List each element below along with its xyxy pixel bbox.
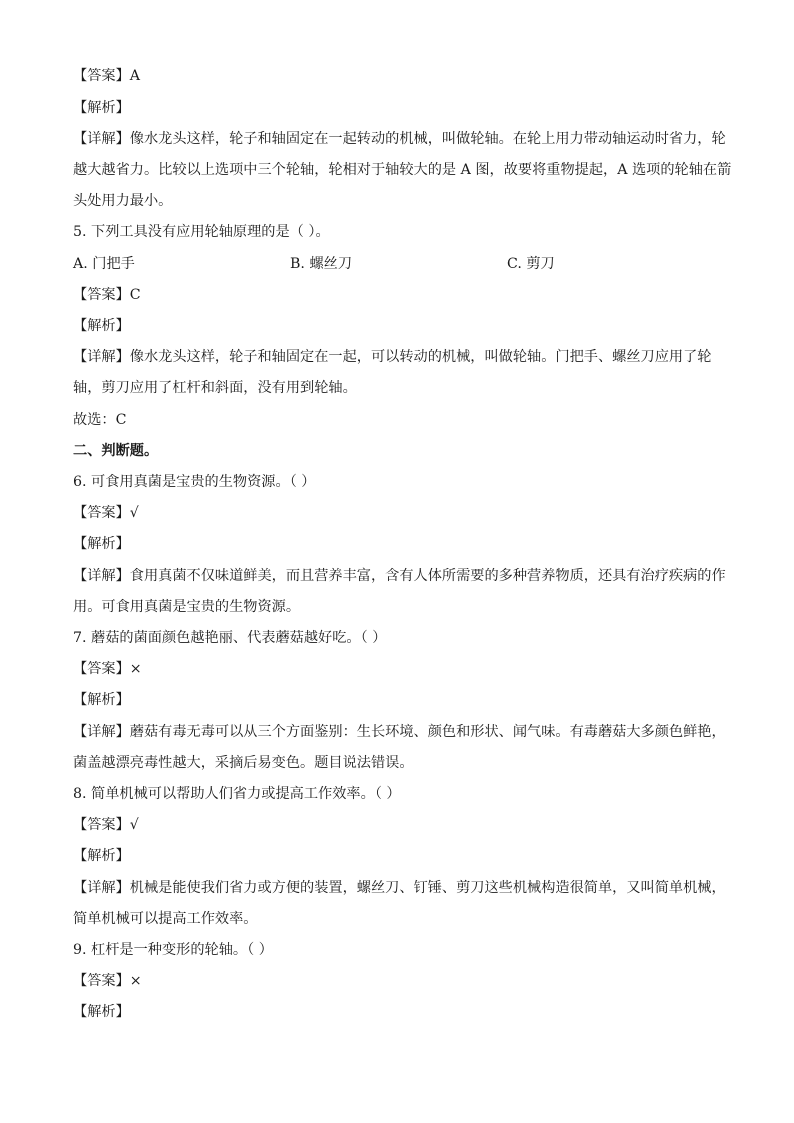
answer-value: A bbox=[129, 68, 141, 84]
q5-detail-line-2: 轴，剪刀应用了杠杆和斜面，没有用到轮轴。 bbox=[73, 380, 357, 396]
answer-value: × bbox=[129, 661, 142, 677]
q5-option-b: B. 螺丝刀 bbox=[290, 256, 353, 272]
detail-label: 【详解】 bbox=[73, 349, 130, 365]
detail-label: 【详解】 bbox=[73, 880, 130, 896]
q5-choice: 故选：C bbox=[73, 412, 127, 428]
detail-text: 食用真菌不仅味道鲜美，而且营养丰富，含有人体所需要的多种营养物质，还具有治疗疾病的作 bbox=[129, 568, 726, 584]
q7-question: 7. 蘑菇的菌面颜色越艳丽、代表蘑菇越好吃。（ ） bbox=[73, 630, 387, 646]
q6-analysis-label: 【解析】 bbox=[73, 536, 130, 552]
q6-answer bbox=[73, 503, 139, 523]
answer-label: 【答案】 bbox=[73, 68, 130, 84]
detail-text: 蘑菇有毒无毒可以从三个方面鉴别：生长环境、颜色和形状、闻气味。有毒蘑菇大多颜色鲜艳， bbox=[129, 724, 726, 740]
q8-detail-line-2: 简单机械可以提高工作效率。 bbox=[73, 911, 258, 927]
detail-text: 机械是能使我们省力或方便的装置，螺丝刀、钉锤、剪刀这些机械构造很简单，又叫简单机械， bbox=[129, 880, 726, 896]
section-title: 二、判断题。 bbox=[73, 443, 159, 459]
q5-analysis-label: 【解析】 bbox=[73, 318, 130, 334]
answer-value: √ bbox=[129, 505, 139, 521]
q8-question: 8. 简单机械可以帮助人们省力或提高工作效率。（ ） bbox=[73, 786, 401, 802]
q5-question: 5. 下列工具没有应用轮轴原理的是（ ）。 bbox=[73, 224, 330, 240]
q4-detail-line-1 bbox=[73, 129, 726, 149]
q7-analysis-label: 【解析】 bbox=[73, 692, 130, 708]
q9-answer bbox=[73, 971, 142, 991]
q9-question: 9. 杠杆是一种变形的轮轴。（ ） bbox=[73, 942, 273, 958]
q8-answer bbox=[73, 815, 139, 835]
q8-analysis-label: 【解析】 bbox=[73, 848, 130, 864]
detail-label: 【详解】 bbox=[73, 568, 130, 584]
q5-option-a: A. 门把手 bbox=[73, 256, 135, 272]
q5-answer bbox=[73, 285, 141, 305]
q7-detail-line-1 bbox=[73, 722, 726, 742]
detail-label: 【详解】 bbox=[73, 724, 130, 740]
q7-detail-line-2: 菌盖越漂亮毒性越大，采摘后易变色。题目说法错误。 bbox=[73, 755, 414, 771]
detail-text: 像水龙头这样，轮子和轴固定在一起，可以转动的机械，叫做轮轴。门把手、螺丝刀应用了轮 bbox=[129, 349, 712, 365]
q4-analysis-label: 【解析】 bbox=[73, 100, 130, 116]
answer-label: 【答案】 bbox=[73, 973, 130, 989]
q4-answer bbox=[73, 66, 140, 86]
q6-question: 6. 可食用真菌是宝贵的生物资源。（ ） bbox=[73, 474, 316, 490]
q4-detail-line-2: 越大越省力。比较以上选项中三个轮轴，轮相对于轴较大的是 A 图，故要将重物提起，A 选项的轮轴在箭 bbox=[73, 162, 732, 178]
answer-value: √ bbox=[129, 817, 139, 833]
q4-detail-line-3: 头处用力最小。 bbox=[73, 193, 173, 209]
detail-text: 像水龙头这样，轮子和轴固定在一起转动的机械，叫做轮轴。在轮上用力带动轴运动时省力，轮 bbox=[129, 131, 726, 147]
answer-value: C bbox=[129, 287, 141, 303]
q6-detail-line-1 bbox=[73, 566, 726, 586]
q7-answer bbox=[73, 659, 142, 679]
q5-option-c: C. 剪刀 bbox=[507, 256, 555, 272]
answer-label: 【答案】 bbox=[73, 505, 130, 521]
answer-value: × bbox=[129, 973, 142, 989]
q9-analysis-label: 【解析】 bbox=[73, 1004, 130, 1020]
q6-detail-line-2: 用。可食用真菌是宝贵的生物资源。 bbox=[73, 599, 301, 615]
answer-label: 【答案】 bbox=[73, 661, 130, 677]
detail-label: 【详解】 bbox=[73, 131, 130, 147]
q5-detail-line-1 bbox=[73, 347, 711, 367]
answer-label: 【答案】 bbox=[73, 817, 130, 833]
answer-label: 【答案】 bbox=[73, 287, 130, 303]
q8-detail-line-1 bbox=[73, 878, 726, 898]
